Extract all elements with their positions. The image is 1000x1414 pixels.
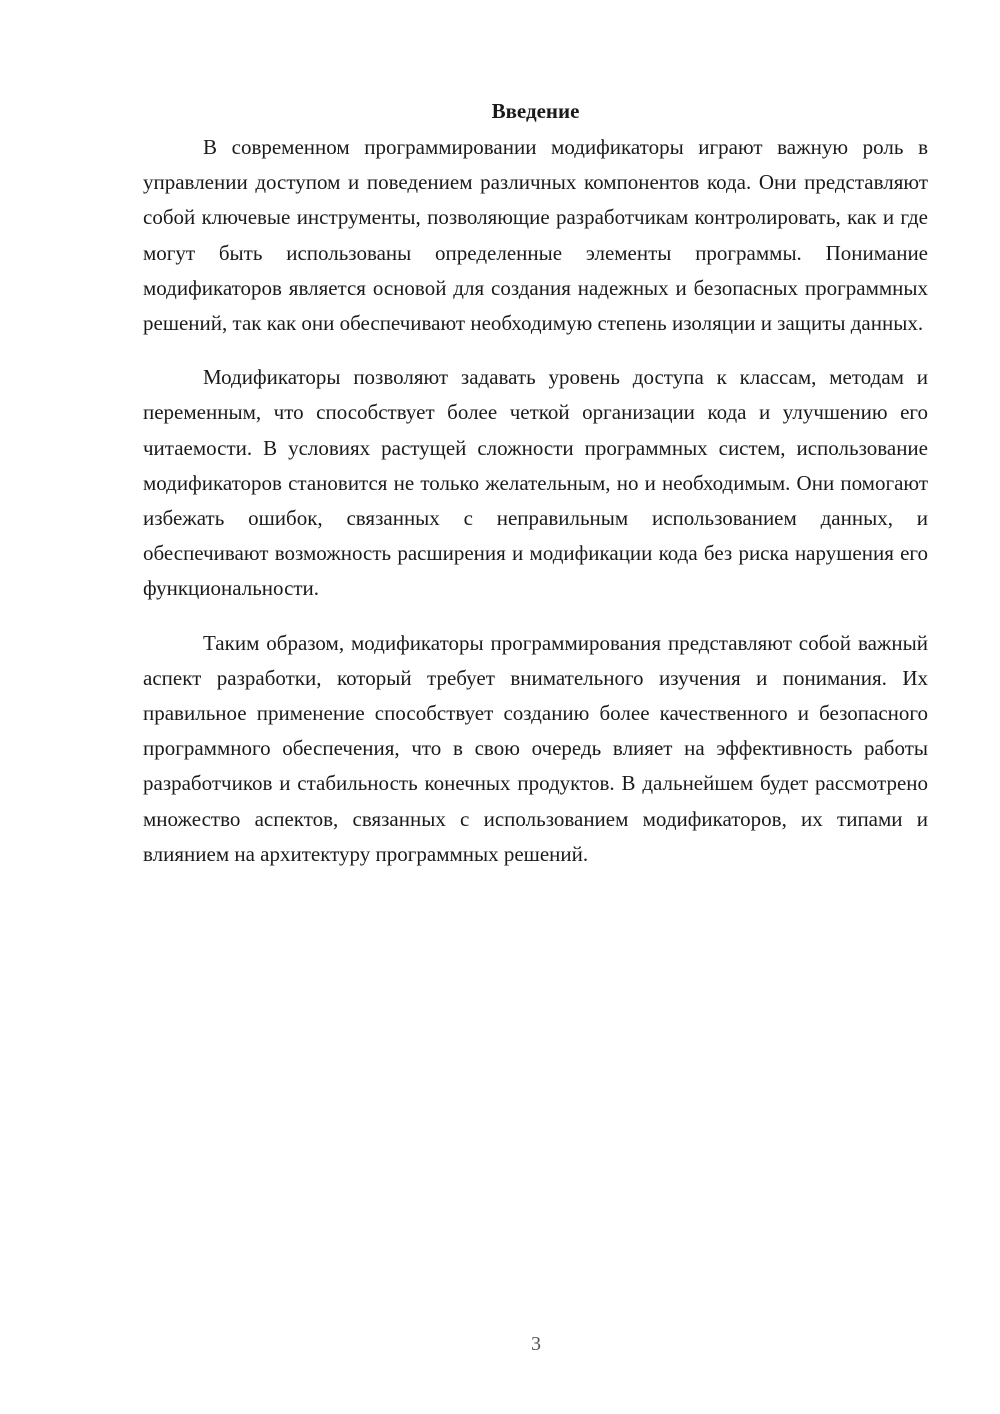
paragraph-3: Таким образом, модификаторы программирования представляют собой важный аспект разработки, который требует внимательного изучения и понимания. Их правильное применение способствует созданию более качественного и безопасного программного обеспечения, что в свою очередь влияет на эффективность работы разработчиков и стабильность конечных продуктов. В дальнейшем будет рассмотрено множество аспектов, связанных с использованием модификаторов, их типами и влиянием на архитектуру программных решений.: [143, 630, 928, 866]
section-heading: Введение: [491, 99, 580, 123]
paragraph-1: В современном программировании модификаторы играют важную роль в управлении доступом и поведением различных компонентов кода. Они представляют собой ключевые инструменты, позволяющие разработчикам контролировать, как и где могут быть использованы определенные элементы программы. Понимание модификаторов является основой для создания надежных и безопасных программных решений, так как они обеспечивают необходимую степень изоляции и защиты данных.: [143, 135, 928, 336]
paragraph-2: Модификаторы позволяют задавать уровень доступа к классам, методам и переменным, что способствует более четкой организации кода и улучшению его читаемости. В условиях растущей сложности программных систем, использование модификаторов становится не только желательным, но и необходимым. Они помогают избежать ошибок, связанных с неправильным использованием данных, и обеспечивают возможность расширения и модификации кода без риска нарушения его функциональности.: [143, 365, 928, 601]
page-content: [143, 96, 928, 872]
page-number: 3: [531, 1333, 541, 1355]
